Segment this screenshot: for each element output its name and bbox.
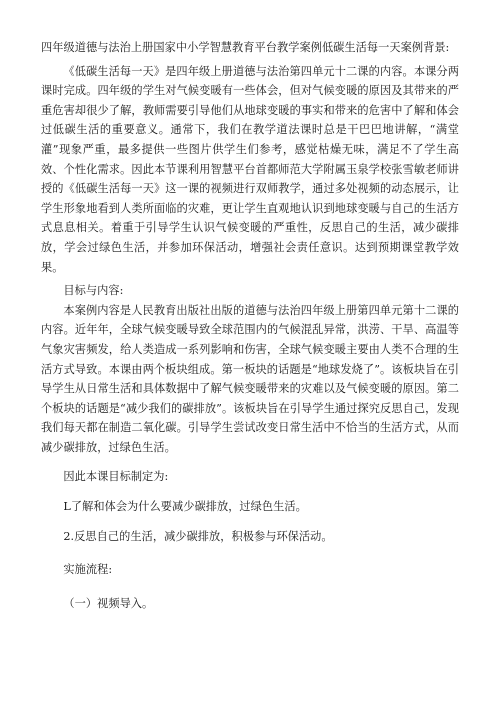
goals-paragraph: 本案例内容是人民教育出版社出版的道德与法治四年级上册第四单元第十二课的内容。近年年，全球气候变暖导致全球范围内的气候混乱异常，洪涝、干旱、高温等气象灾害频发，给人类造成一系列影响和伤害，全球气候变暖主要由人类不合理的生活方式导致。本课由两个板块组成。第一板块的话题是“地球发烧了”。该板块旨在引导学生从日常生活和具体数据中了解气候变暖带来的灾难以及气候变暖的原因。第二个板块的话题是“减少我们的碳排放”。该板块旨在引导学生通过探究反思自己，发现我们每天都在制造二氧化碳。引导学生尝试改变日常生活中不恰当的生活方式，从而减少碳排放，过绿色生活。 — [41, 303, 459, 454]
goals-heading: 目标与内容: — [63, 284, 124, 298]
document-title-line: 四年级道德与法治上册国家中小学智慧教育平台教学案例低碳生活每一天案例背景: — [41, 41, 450, 54]
target-intro: 因此本课目标制定为: — [63, 470, 169, 484]
target-item-2: 2.反思自己的生活，减少碳排放，积极参与环保活动。 — [63, 529, 333, 543]
background-paragraph: 《低碳生活每一天》是四年级上册道德与法治第四单元十二课的内容。本课分两课时完成。四年级的学生对气候变暖有一些体会，但对气候变暖的原因及其带来的严重危害却很少了解，教师需要引导他们从地球变暖的事实和带来的危害中了解和体会过低碳生活的重要意义。通常下，我们在教学道法课时总是干巴巴地讲解，“满堂灌”现象严重，最多提供一些图片供学生们参考，感觉枯燥无味，满足不了学生高效、个性化需求。因此本节课利用智慧平台首都师范大学附属玉泉学校张雪敏老师讲授的《低碳生活每一天》这一课的视频进行双师教学，通过多处视频的动态展示，让学生形象地看到人类所面临的灾难，更让学生直观地认识到地球变暖与自己的生活方式息息相关。着重于引导学生认识气候变暖的严重性，反思自己的生活，减少碳排放，学会过绿色生活，并参加环保活动，增强社会责任意识。达到预期课堂教学效果。 — [41, 64, 459, 274]
process-step-1: （一）视频导入。 — [63, 596, 154, 610]
target-item-1: L了解和体会为什么要减少碳排放，过绿色生活。 — [63, 500, 307, 514]
process-heading: 实施流程: — [63, 563, 113, 577]
